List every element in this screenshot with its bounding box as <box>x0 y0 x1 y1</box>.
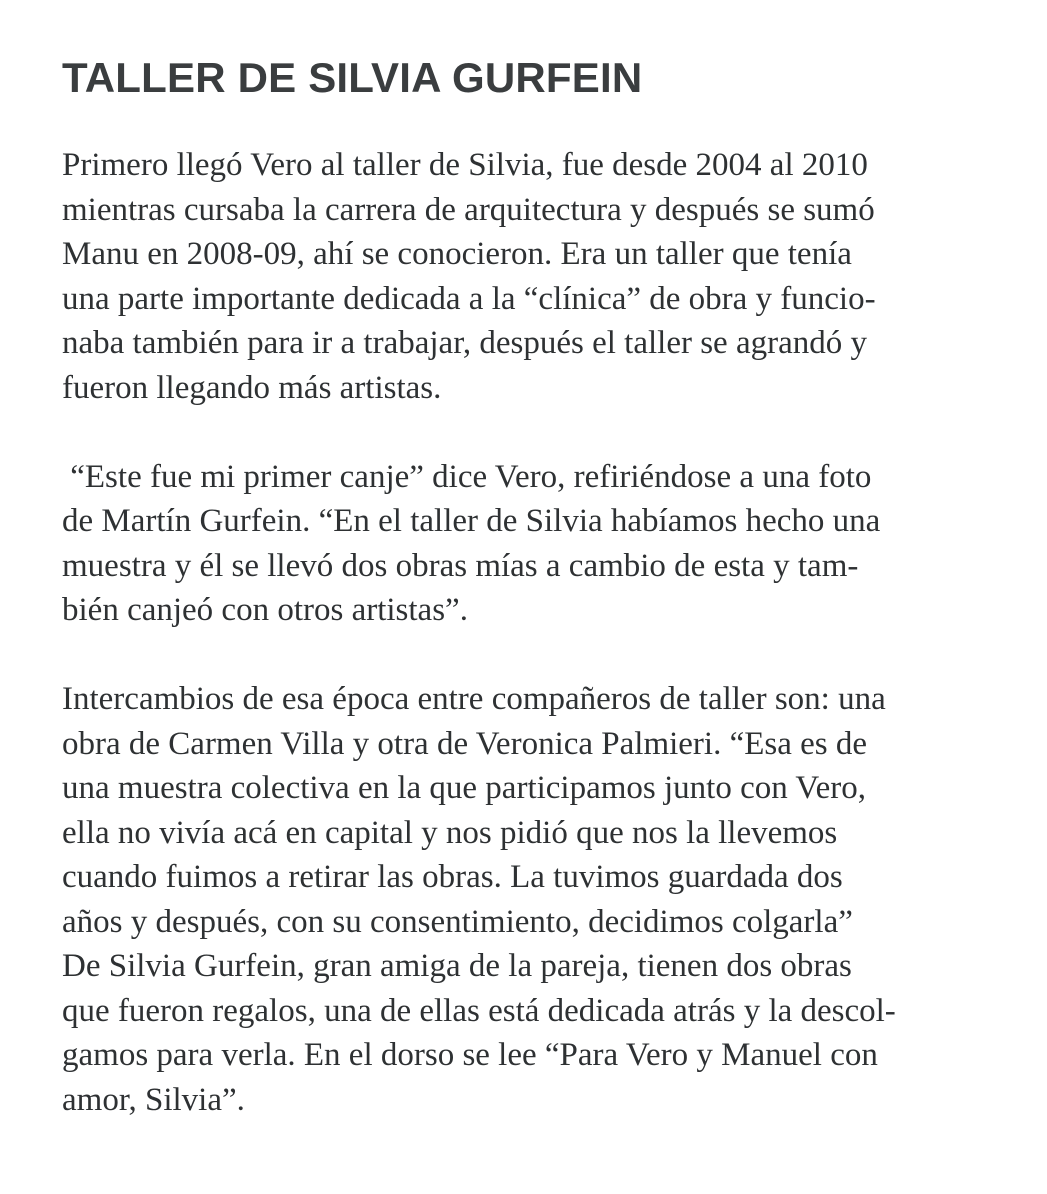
text-line: obra de Carmen Villa y otra de Veronica Palmieri. “Esa es de <box>62 725 868 762</box>
text-line: ella no vivía acá en capital y nos pidió que nos la llevemos <box>62 814 838 851</box>
text-line: una parte importante dedicada a la “clínica” de obra y funcio- <box>62 280 876 317</box>
text-line: naba también para ir a trabajar, después el taller se agrandó y <box>62 325 867 361</box>
paragraph-2 <box>62 455 1022 633</box>
text-line: amor, Silvia”. <box>62 1081 245 1118</box>
text-line: cuando fuimos a retirar las obras. La tuvimos guardada dos <box>62 859 843 895</box>
text-line: Intercambios de esa época entre compañeros de taller son: una <box>62 681 886 717</box>
paragraph-spacer <box>62 410 1022 455</box>
text-line: años y después, con su consentimiento, decidimos colgarla” <box>62 903 853 940</box>
text-line: muestra y él se llevó dos obras mías a cambio de esta y tam- <box>62 547 859 584</box>
text-line: mientras cursaba la carrera de arquitectura y después se sumó <box>62 191 875 228</box>
text-line: bién canjeó con otros artistas”. <box>62 592 468 628</box>
paragraph-3 <box>62 677 1022 1122</box>
text-line: Primero llegó Vero al taller de Silvia, fue desde 2004 al 2010 <box>62 147 868 183</box>
paragraph-1 <box>62 143 1022 410</box>
text-line: de Martín Gurfein. “En el taller de Silvia habíamos hecho una <box>62 503 881 539</box>
text-line: que fueron regalos, una de ellas está dedicada atrás y la descol- <box>62 992 896 1029</box>
paragraph-spacer <box>62 633 1022 678</box>
text-line: De Silvia Gurfein, gran amiga de la pareja, tienen dos obras <box>62 948 852 984</box>
text-line: Manu en 2008-09, ahí se conocieron. Era un taller que tenía <box>62 236 852 272</box>
text-line: gamos para verla. En el dorso se lee “Para Vero y Manuel con <box>62 1037 878 1073</box>
text-line: una muestra colectiva en la que participamos junto con Vero, <box>62 770 866 806</box>
article-title: TALLER DE SILVIA GURFEIN <box>62 54 643 101</box>
article <box>62 50 1022 1122</box>
text-line: “Este fue mi primer canje” dice Vero, refiriéndose a una foto <box>62 458 872 495</box>
text-line: fueron llegando más artistas. <box>62 369 442 406</box>
